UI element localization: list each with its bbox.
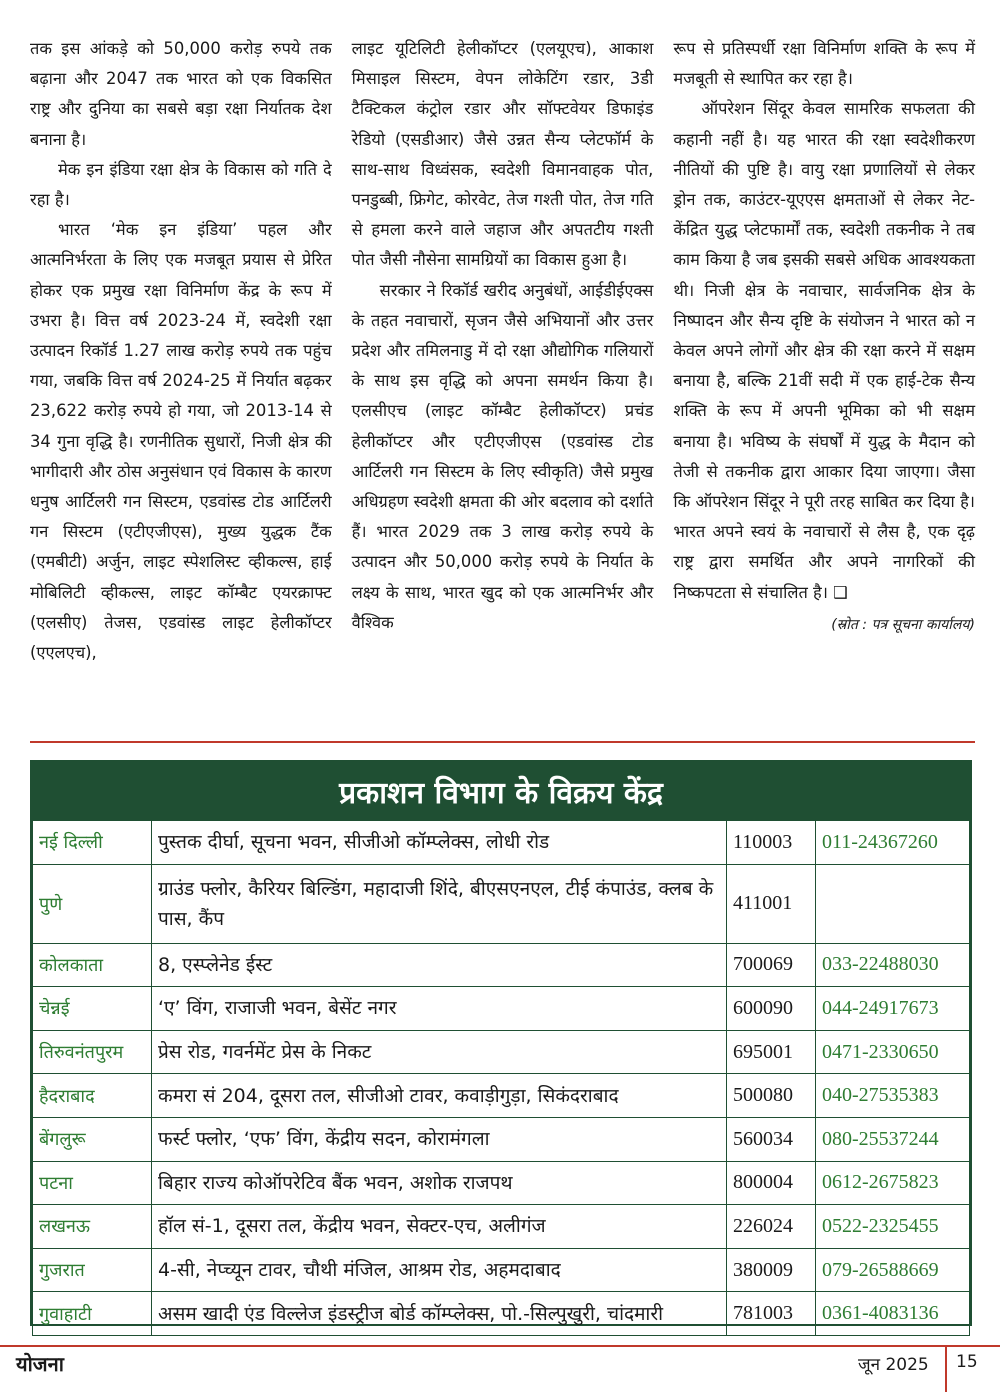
phone-cell: 080-25537244 (816, 1117, 970, 1161)
city-cell: पुणे (33, 864, 152, 943)
table-row (33, 1030, 970, 1074)
paragraph: मेक इन इंडिया रक्षा क्षेत्र के विकास को गति दे रहा है। (30, 159, 332, 210)
city-cell: तिरुवनंतपुरम (33, 1030, 152, 1074)
table-row (33, 943, 970, 987)
phone-cell: 033-22488030 (816, 943, 970, 987)
phone-cell: 0612-2675823 (816, 1161, 970, 1205)
issue-date: जून 2025 (858, 1355, 929, 1375)
address-cell: प्रेस रोड, गवर्नमेंट प्रेस के निकट (152, 1030, 727, 1074)
phone-cell: 040-27535383 (816, 1074, 970, 1118)
phone-cell: 0361-4083136 (816, 1292, 970, 1336)
pin-cell: 700069 (727, 943, 816, 987)
address-cell: बिहार राज्य कोऑपरेटिव बैंक भवन, अशोक राजपथ (152, 1161, 727, 1205)
table-row (33, 1205, 970, 1249)
page-number: 15 (956, 1352, 978, 1372)
phone-cell: 0522-2325455 (816, 1205, 970, 1249)
table-row (33, 1074, 970, 1118)
table-row (33, 821, 970, 865)
paragraph: रूप से प्रतिस्पर्धी रक्षा विनिर्माण शक्ति के रूप में मजबूती से स्थापित कर रहा है। (673, 39, 976, 89)
phone-cell (816, 864, 970, 943)
table-row (33, 1248, 970, 1292)
address-cell: असम खादी एंड विल्लेज इंडस्ट्रीज बोर्ड कॉम्प्लेक्स, पो.-सिल्पुखुरी, चांदमारी (152, 1292, 727, 1336)
city-cell: लखनऊ (33, 1205, 152, 1249)
pin-cell: 380009 (727, 1248, 816, 1292)
address-cell: पुस्तक दीर्घा, सूचना भवन, सीजीओ कॉम्प्लेक्स, लोधी रोड (152, 821, 727, 865)
sales-centers-box (30, 760, 972, 1326)
article-columns (30, 34, 975, 724)
city-cell: हैदराबाद (33, 1074, 152, 1118)
paragraph: सरकार ने रिकॉर्ड खरीद अनुबंधों, आईडीईएक्स के तहत नवाचारों, सृजन जैसे अभियानों और उत्तर प्रदेश और तमिलनाडु में दो रक्षा औद्योगिक गलियारों के साथ इस वृद्धि को अपना समर्थन किया है। एलसीएच (लाइट कॉम्बैट हेलीकॉप्टर) प्रचंड हेलीकॉप्टर और एटीएजीएस (एडवांस्ड टोड आर्टिलरी गन सिस्टम के लिए स्वीकृति) जैसे प्रमुख अधिग्रहण स्वदेशी क्षमता की ओर बदलाव को दर्शाते हैं। भारत 2029 तक 3 लाख करोड़ रुपये के उत्पादन और 50,000 करोड़ रुपये के निर्यात के लक्ष्य के साथ, भारत खुद को एक आत्मनिर्भर और वैश्विक (351, 280, 654, 632)
pin-cell: 500080 (727, 1074, 816, 1118)
pin-cell: 800004 (727, 1161, 816, 1205)
section-divider (30, 741, 975, 743)
table-row (33, 864, 970, 943)
city-cell: गुवाहाटी (33, 1292, 152, 1336)
sales-centers-title: प्रकाशन विभाग के विक्रय केंद्र (32, 762, 970, 820)
address-cell: 8, एस्प्लेनेड ईस्ट (152, 943, 727, 987)
pin-cell: 411001 (727, 864, 816, 943)
pin-cell: 560034 (727, 1117, 816, 1161)
paragraph: तक इस आंकड़े को 50,000 करोड़ रुपये तक बढ़ाना और 2047 तक भारत को एक विकसित राष्ट्र और दुनिया का सबसे बड़ा रक्षा निर्यातक देश बनाना है। (30, 39, 332, 149)
footer-separator (945, 1345, 947, 1392)
source-credit: (स्रोत : पत्र सूचना कार्यालय) (831, 616, 976, 633)
paragraph: ऑपरेशन सिंदूर केवल सामरिक सफलता की कहानी नहीं है। यह भारत की रक्षा स्वदेशीकरण नीतियों की पुष्टि है। वायु रक्षा प्रणालियों से लेकर ड्रोन तक, काउंटर-यूएएस क्षमताओं से लेकर नेट-केंद्रित युद्ध प्लेटफार्मों तक, स्वदेशी तकनीक ने तब काम किया है जब इसकी सबसे अधिक आवश्यकता थी। निजी क्षेत्र के नवाचार, सार्वजनिक क्षेत्र के निष्पादन और सैन्य दृष्टि के संयोजन ने भारत को न केवल अपने लोगों और क्षेत्र की रक्षा करने में सक्षम बनाया है, बल्कि 21वीं सदी में एक हाई-टेक सैन्य शक्ति के रूप में अपनी भूमिका को भी सक्षम बनाया है। भविष्य के संघर्षों में युद्ध के मैदान को तेजी से तकनीक द्वारा आकार दिया जाएगा। जैसा कि ऑपरेशन सिंदूर ने पूरी तरह साबित कर दिया है। भारत अपने स्वयं के नवाचारों से लैस है, एक दृढ़ राष्ट्र द्वारा समर्थित और अपने नागरिकों की निष्कपटता से संचालित है। ❑ (673, 99, 976, 602)
address-cell: फर्स्ट फ्लोर, ‘एफ’ विंग, केंद्रीय सदन, कोरामंगला (152, 1117, 727, 1161)
phone-cell: 079-26588669 (816, 1248, 970, 1292)
city-cell: चेन्नई (33, 987, 152, 1031)
city-cell: कोलकाता (33, 943, 152, 987)
phone-cell: 044-24917673 (816, 987, 970, 1031)
paragraph: लाइट यूटिलिटी हेलीकॉप्टर (एलयूएच), आकाश मिसाइल सिस्टम, वेपन लोकेटिंग रडार, 3डी टैक्टिकल कंट्रोल रडार और सॉफ्टवेयर डिफाइंड रेडियो (एसडीआर) जैसे उन्नत सैन्य प्लेटफॉर्म के साथ-साथ विध्वंसक, स्वदेशी विमानवाहक पोत, पनडुब्बी, फ्रिगेट, कोरवेट, तेज गश्ती पोत, तेज गति से हमला करने वाले जहाज और अपतटीय गश्ती पोत जैसी नौसेना सामग्रियों का विकास हुआ है। (351, 39, 654, 270)
table-row (33, 1292, 970, 1336)
footer-rule (0, 1345, 1000, 1347)
address-cell: 4-सी, नेप्च्यून टावर, चौथी मंजिल, आश्रम रोड, अहमदाबाद (152, 1248, 727, 1292)
phone-cell: 011-24367260 (816, 821, 970, 865)
pin-cell: 226024 (727, 1205, 816, 1249)
table-row (33, 1161, 970, 1205)
address-cell: हॉल सं-1, दूसरा तल, केंद्रीय भवन, सेक्टर-एच, अलीगंज (152, 1205, 727, 1249)
table-row (33, 1117, 970, 1161)
pin-cell: 695001 (727, 1030, 816, 1074)
article-column-2 (352, 34, 654, 724)
address-cell: ‘ए’ विंग, राजाजी भवन, बेसेंट नगर (152, 987, 727, 1031)
sales-centers-table (32, 820, 970, 1336)
phone-cell: 0471-2330650 (816, 1030, 970, 1074)
paragraph: भारत ‘मेक इन इंडिया’ पहल और आत्मनिर्भरता के लिए एक मजबूत प्रयास से प्रेरित होकर एक प्रमुख रक्षा विनिर्माण केंद्र के रूप में उभरा है। वित्त वर्ष 2023-24 में, स्वदेशी रक्षा उत्पादन रिकॉर्ड 1.27 लाख करोड़ रुपये तक पहुंच गया, जबकि वित्त वर्ष 2024-25 में निर्यात बढ़कर 23,622 करोड़ रुपये हो गया, जो 2013-14 से 34 गुना वृद्धि है। रणनीतिक सुधारों, निजी क्षेत्र की भागीदारी और ठोस अनुसंधान एवं विकास के कारण धनुष आर्टिलरी गन सिस्टम, एडवांस्ड टोड आर्टिलरी गन सिस्टम (एटीएजीएस), मुख्य युद्धक टैंक (एमबीटी) अर्जुन, लाइट स्पेशलिस्ट व्हीकल्स, हाई मोबिलिटी व्हीकल्स, लाइट कॉम्बैट एयरक्राफ्ट (एलसीए) तेजस, एडवांस्ड लाइट हेलीकॉप्टर (एएलएच), (30, 220, 332, 663)
article-column-3 (673, 34, 975, 724)
pin-cell: 781003 (727, 1292, 816, 1336)
table-row (33, 987, 970, 1031)
article-column-1 (30, 34, 332, 724)
address-cell: कमरा सं 204, दूसरा तल, सीजीओ टावर, कवाड़ीगुड़ा, सिकंदराबाद (152, 1074, 727, 1118)
magazine-name: योजना (16, 1352, 64, 1376)
pin-cell: 110003 (727, 821, 816, 865)
pin-cell: 600090 (727, 987, 816, 1031)
address-cell: ग्राउंड फ्लोर, कैरियर बिल्डिंग, महादाजी शिंदे, बीएसएनएल, टीई कंपाउंड, क्लब के पास, कैंप (152, 864, 727, 943)
city-cell: पटना (33, 1161, 152, 1205)
city-cell: बेंगलुरू (33, 1117, 152, 1161)
city-cell: नई दिल्ली (33, 821, 152, 865)
city-cell: गुजरात (33, 1248, 152, 1292)
